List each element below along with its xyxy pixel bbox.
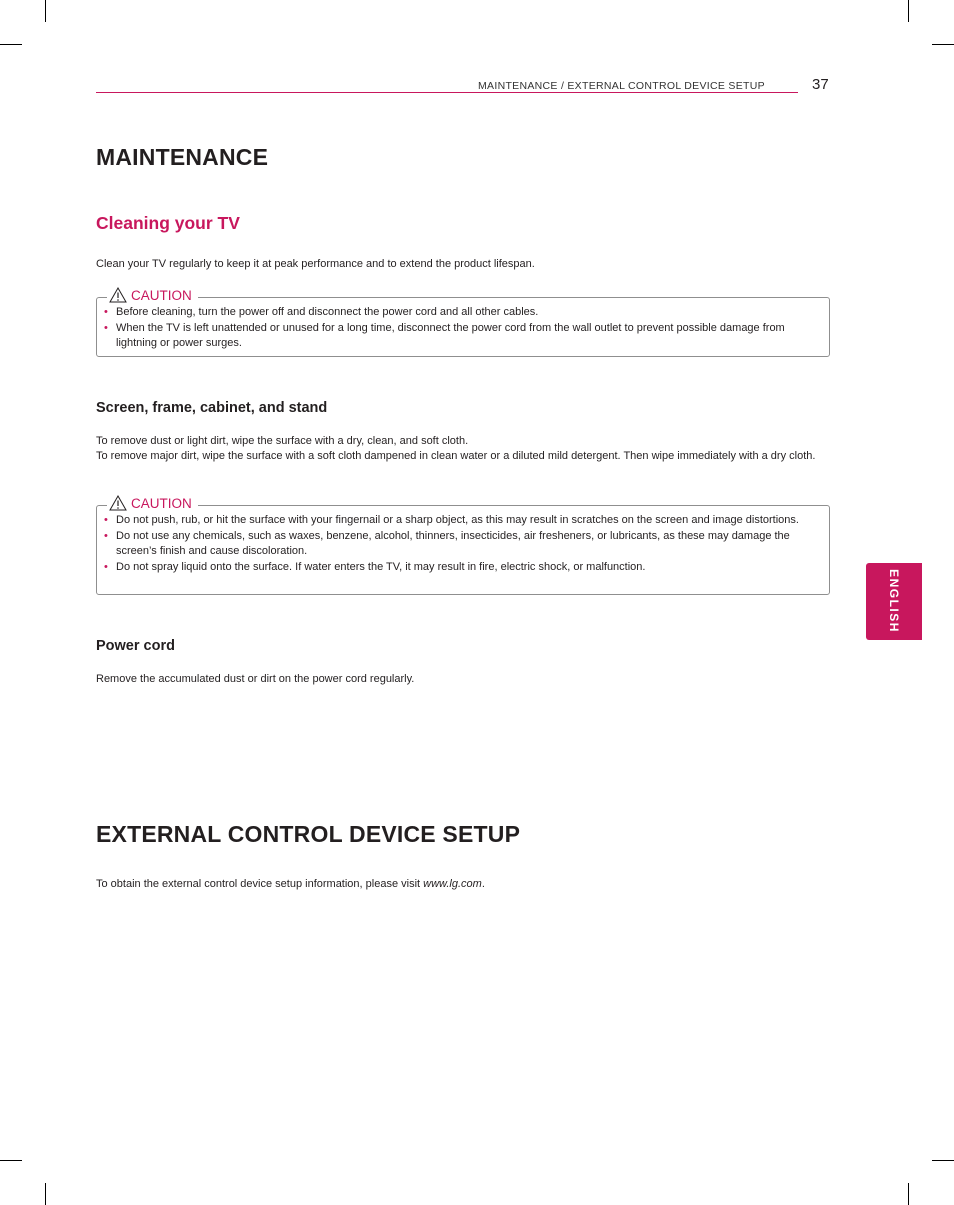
crop-mark — [45, 0, 46, 22]
caution-item: • Do not spray liquid onto the surface. If water enters the TV, it may result in fire, electric shock, or malfunction. — [104, 560, 646, 573]
caution-item: • Do not push, rub, or hit the surface with your fingernail or a sharp object, as this may result in scratches on the screen and image distortions. — [104, 514, 799, 526]
cleaning-intro-text: Clean your TV regularly to keep it at peak performance and to extend the product lifespan. — [96, 258, 535, 270]
language-tab-label: ENGLISH — [887, 569, 901, 633]
language-tab — [866, 563, 922, 640]
caution-label — [107, 495, 198, 511]
power-cord-text: Remove the accumulated dust or dirt on the power cord regularly. — [96, 673, 415, 685]
lg-website-link[interactable]: www.lg.com — [423, 878, 482, 890]
screen-text-2: To remove major dirt, wipe the surface with a soft cloth dampened in clean water or a diluted mild detergent. Then wipe immediately with a dry cloth. — [96, 450, 816, 462]
screen-subheading: Screen, frame, cabinet, and stand — [96, 400, 328, 416]
caution-label — [107, 287, 198, 303]
external-control-text: To obtain the external control device setup information, please visit www.lg.com. — [96, 878, 485, 890]
power-cord-subheading: Power cord — [96, 638, 175, 654]
caution-item: • Before cleaning, turn the power off and disconnect the power cord and all other cables. — [104, 306, 539, 318]
crop-mark — [45, 1183, 46, 1205]
crop-mark — [0, 1160, 22, 1161]
external-control-heading: EXTERNAL CONTROL DEVICE SETUP — [96, 821, 521, 847]
caution-box-cleaning — [96, 287, 830, 357]
caution-box-screen — [96, 495, 830, 595]
caution-list — [97, 305, 812, 352]
crop-mark — [908, 1183, 909, 1205]
warning-triangle-icon — [109, 287, 127, 303]
crop-mark — [932, 1160, 954, 1161]
caution-item: • Do not use any chemicals, such as waxes, benzene, alcohol, thinners, insecticides, air fresheners, or lubricants, as these may damage the screen’s finish and cause discoloration. — [104, 529, 790, 557]
caution-list — [97, 513, 812, 575]
caution-text: CAUTION — [131, 287, 192, 303]
screen-text-1: To remove dust or light dirt, wipe the surface with a dry, clean, and soft cloth. — [96, 435, 469, 447]
page-number: 37 — [812, 76, 829, 93]
running-header-title: MAINTENANCE / EXTERNAL CONTROL DEVICE SETUP — [478, 80, 765, 92]
crop-mark — [908, 0, 909, 22]
crop-mark — [0, 44, 22, 45]
cleaning-subheading: Cleaning your TV — [96, 213, 240, 233]
crop-mark — [932, 44, 954, 45]
maintenance-heading: MAINTENANCE — [96, 144, 269, 170]
caution-text: CAUTION — [131, 495, 192, 511]
header-rule — [96, 92, 798, 93]
caution-item: • When the TV is left unattended or unused for a long time, disconnect the power cord from the wall outlet to prevent possible damage from lightning or power surges. — [104, 321, 785, 349]
warning-triangle-icon — [109, 495, 127, 511]
